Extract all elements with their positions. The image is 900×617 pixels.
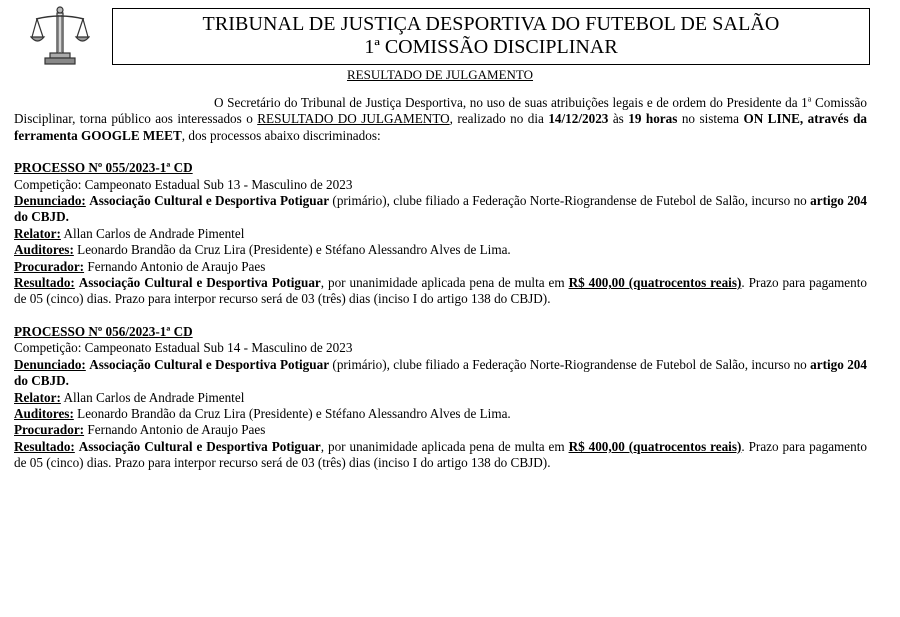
process-auditores — [14, 406, 867, 422]
intro-result-link-text: RESULTADO DO JULGAMENTO — [257, 111, 450, 127]
label-auditores: Auditores: — [14, 405, 74, 421]
intro-system: ON LINE, através da ferramenta GOOGLE MEET — [14, 111, 867, 143]
resultado-text: , por unanimidade aplicada pena de multa em — [320, 275, 569, 291]
denunciado-name: Associação Cultural e Desportiva Potiguar — [89, 356, 330, 372]
process-denunciado — [14, 357, 867, 390]
intro-text: Comissão Disciplinar, torna público aos interessados o — [14, 95, 867, 127]
resultado-fine: R$ 400,00 (quatrocentos reais) — [568, 275, 742, 291]
process-competition: Competição: Campeonato Estadual Sub 14 - Masculino de 2023 — [14, 340, 353, 356]
header-subtitle: 1ª COMISSÃO DISCIPLINAR — [364, 36, 618, 58]
label-denunciado: Denunciado: — [14, 356, 86, 372]
process-relator — [14, 226, 867, 242]
process-block — [14, 160, 867, 308]
intro-text: às — [608, 111, 629, 127]
process-denunciado — [14, 193, 867, 226]
auditores-names: Leonardo Brandão da Cruz Lira (Presidente) e Stéfano Alessandro Alves de Lima. — [73, 242, 511, 258]
label-procurador: Procurador: — [14, 422, 85, 438]
header-box — [112, 8, 870, 65]
label-resultado: Resultado: — [14, 275, 75, 291]
header-title: TRIBUNAL DE JUSTIÇA DESPORTIVA DO FUTEBOL DE SALÃO — [202, 13, 780, 35]
relator-name: Allan Carlos de Andrade Pimentel — [60, 389, 245, 405]
denunciado-article: artigo 204 do CBJD. — [14, 193, 867, 225]
intro-text: , realizado no dia — [449, 111, 549, 127]
resultado-text: , por unanimidade aplicada pena de multa em — [320, 438, 569, 454]
process-title: PROCESSO Nº 056/2023-1ª CD — [14, 323, 193, 339]
process-resultado — [14, 439, 867, 472]
procurador-name: Fernando Antonio de Araujo Paes — [84, 422, 266, 438]
resultado-fine: R$ 400,00 (quatrocentos reais) — [568, 438, 742, 454]
resultado-club: Associação Cultural e Desportiva Potiguar — [78, 275, 321, 291]
label-procurador: Procurador: — [14, 258, 85, 274]
intro-text: , dos processos abaixo discriminados: — [181, 127, 381, 143]
label-resultado: Resultado: — [14, 438, 75, 454]
document-title: RESULTADO DE JULGAMENTO — [346, 67, 534, 82]
denunciado-text: (primário), clube filiado a Federação Norte-Riograndense de Futebol de Salão, incurso no — [329, 193, 811, 209]
intro-paragraph — [14, 95, 867, 144]
label-denunciado: Denunciado: — [14, 193, 86, 209]
auditores-names: Leonardo Brandão da Cruz Lira (Presidente) e Stéfano Alessandro Alves de Lima. — [73, 405, 511, 421]
denunciado-name: Associação Cultural e Desportiva Potiguar — [89, 193, 330, 209]
denunciado-article: artigo 204 do CBJD. — [14, 356, 867, 389]
label-relator: Relator: — [14, 225, 61, 241]
scales-of-justice-icon — [30, 3, 90, 67]
intro-superscript: a — [807, 94, 812, 104]
label-auditores: Auditores: — [14, 242, 74, 258]
resultado-club: Associação Cultural e Desportiva Potiguar — [78, 438, 321, 454]
relator-name: Allan Carlos de Andrade Pimentel — [60, 225, 245, 241]
process-procurador — [14, 259, 867, 275]
label-relator: Relator: — [14, 389, 61, 405]
document-body — [14, 95, 867, 472]
intro-text: no sistema — [677, 111, 744, 127]
intro-time: 19 horas — [628, 111, 678, 127]
denunciado-text: (primário), clube filiado a Federação Norte-Riograndense de Futebol de Salão, incurso no — [329, 356, 811, 372]
procurador-name: Fernando Antonio de Araujo Paes — [84, 258, 266, 274]
process-procurador — [14, 422, 867, 438]
intro-date: 14/12/2023 — [548, 111, 609, 127]
process-relator — [14, 390, 867, 406]
resultado-deadline: . Prazo para pagamento de 05 (cinco) dias. Prazo para interpor recurso será de 03 (três) dias (inciso I do artigo 138 do CBJD). — [14, 438, 868, 471]
process-title: PROCESSO Nº 055/2023-1ª CD — [14, 160, 193, 176]
process-block — [14, 324, 867, 472]
resultado-deadline: . Prazo para pagamento de 05 (cinco) dias. Prazo para interpor recurso será de 03 (três) dias (inciso I do artigo 138 do CBJD). — [14, 275, 868, 307]
process-competition: Competição: Campeonato Estadual Sub 13 - Masculino de 2023 — [14, 176, 353, 192]
process-resultado — [14, 275, 867, 308]
process-auditores — [14, 242, 867, 258]
intro-text: O Secretário do Tribunal de Justiça Desportiva, no uso de suas atribuições legais e de ordem do Presidente da 1 — [214, 95, 808, 110]
